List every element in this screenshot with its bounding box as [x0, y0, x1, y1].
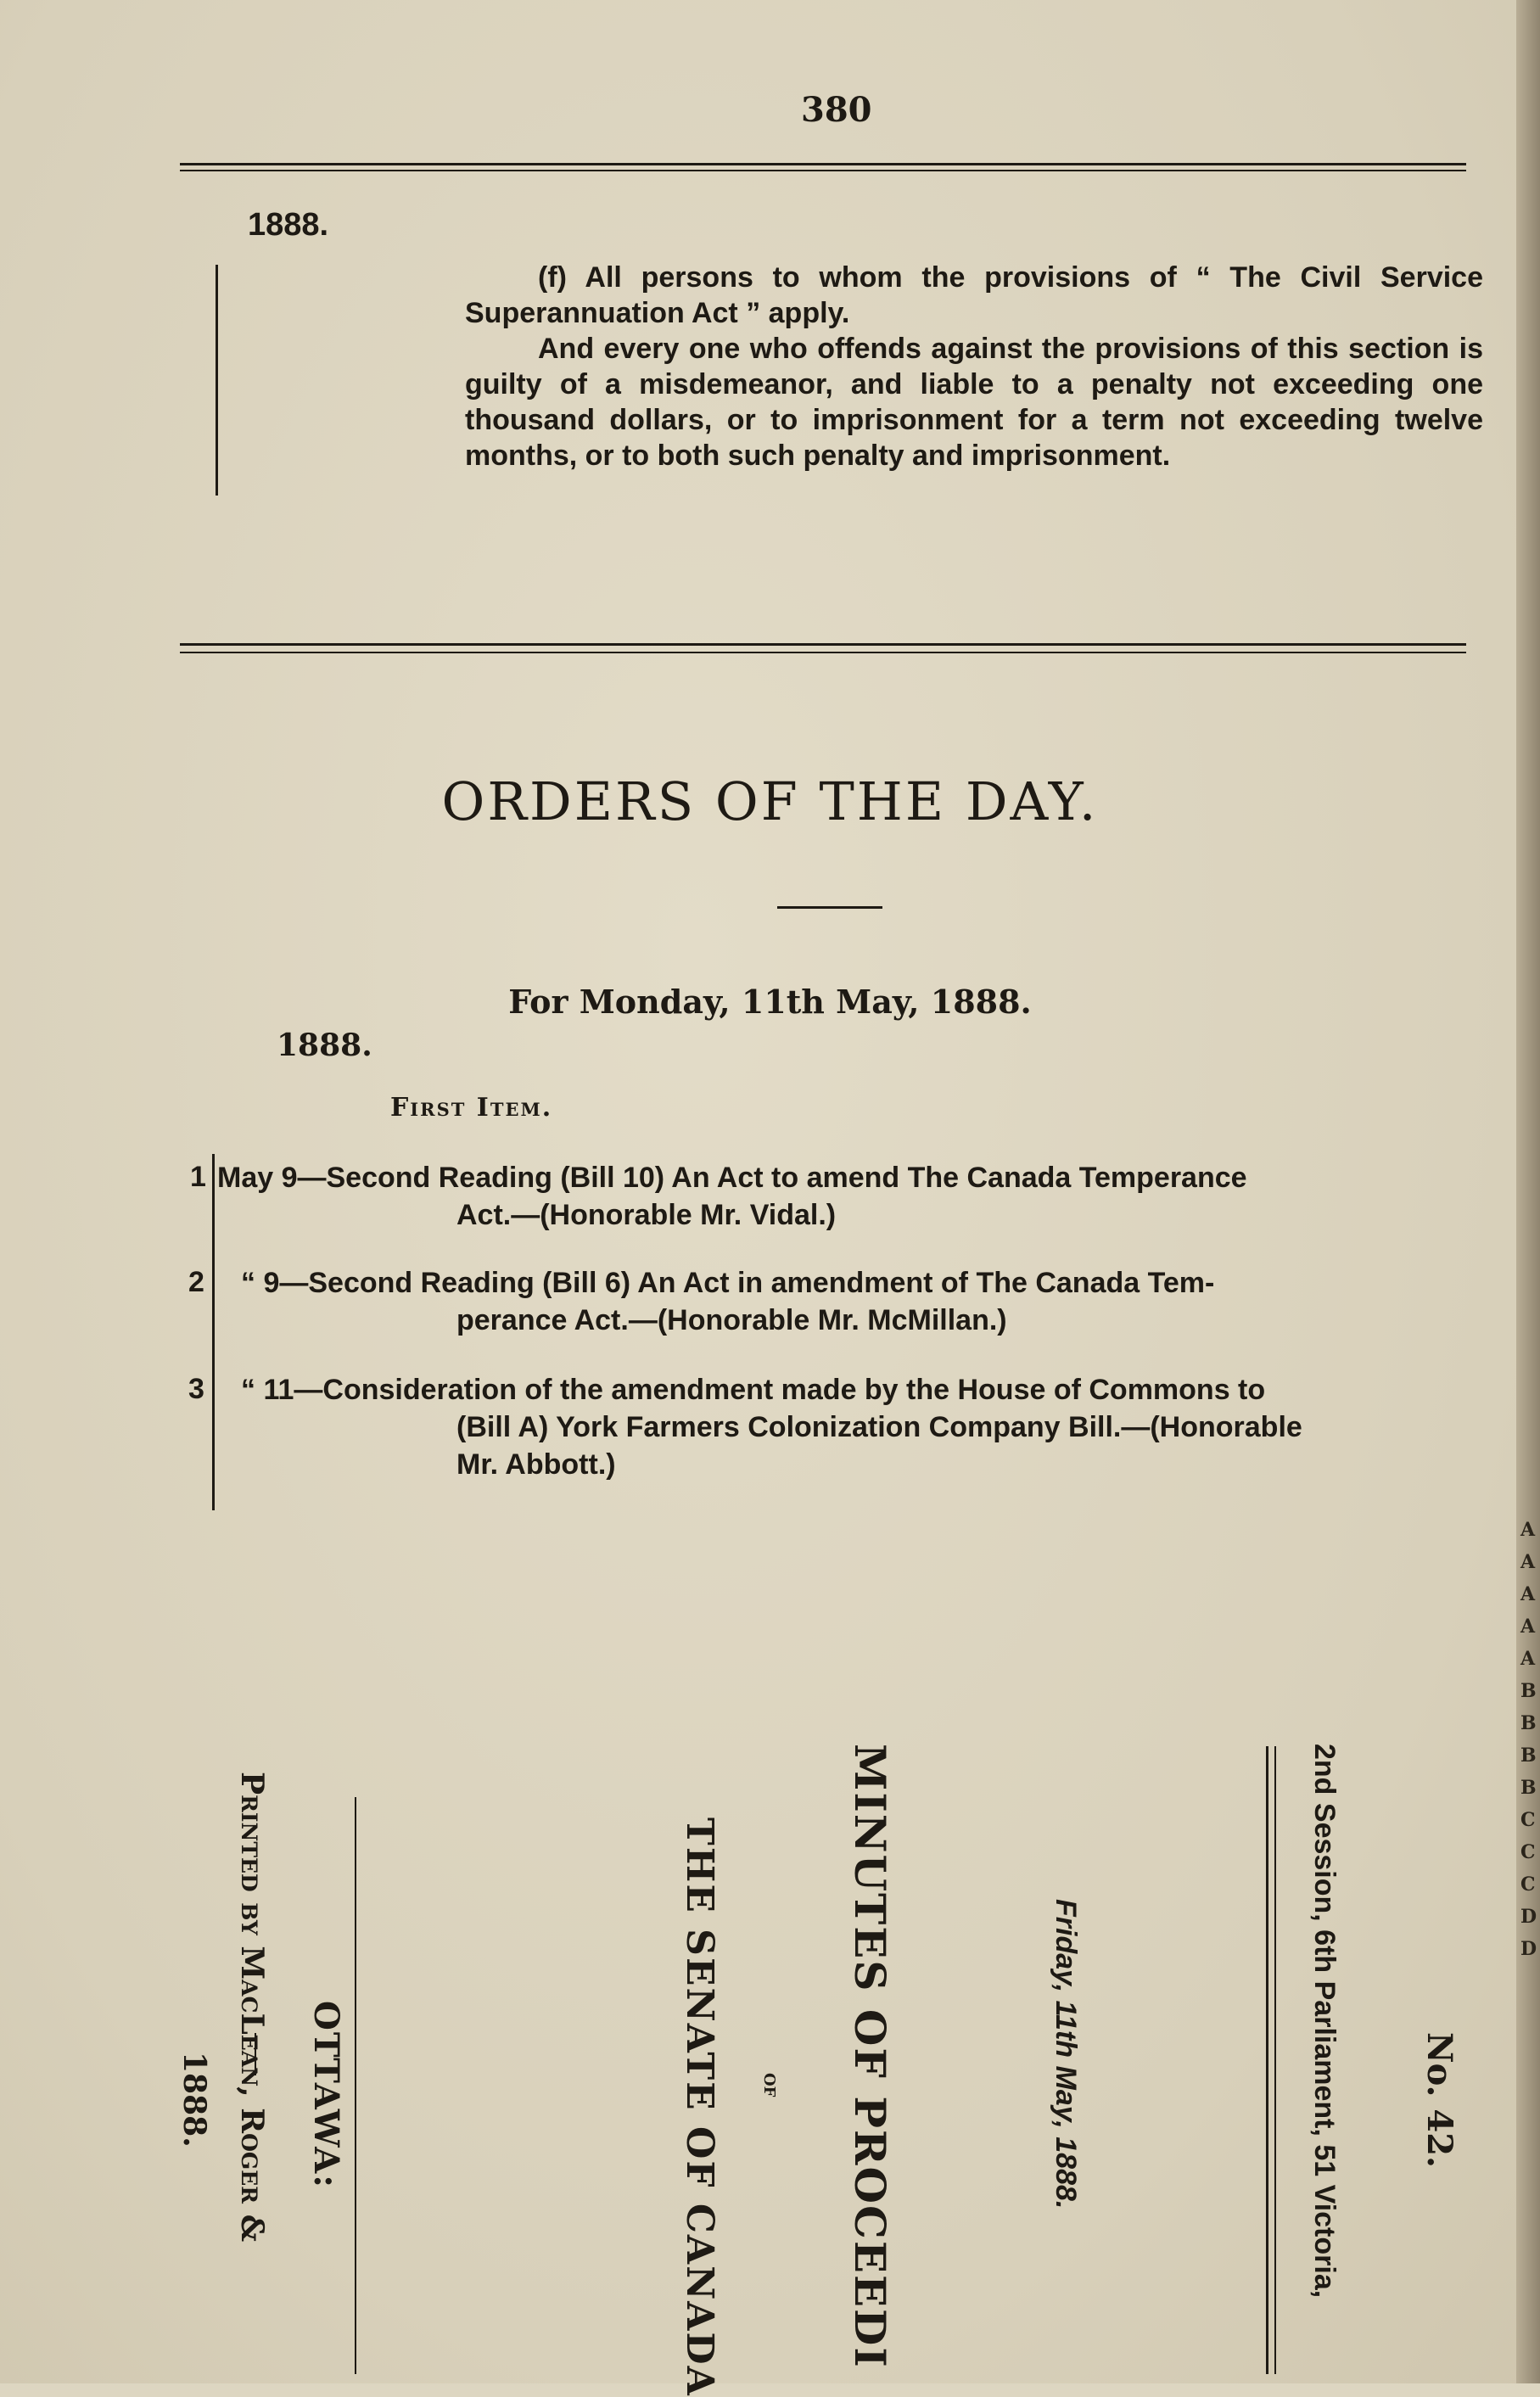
- spine-letter: B: [1520, 1777, 1537, 1799]
- cover-city: OTTAWA:: [306, 2001, 346, 2189]
- cover-title-line1: MINUTES OF PROCEEDI: [845, 1744, 895, 2369]
- spine-letter: A: [1520, 1519, 1536, 1541]
- first-item-label: First Item.: [390, 1093, 553, 1123]
- spine-letter: D: [1520, 1906, 1537, 1928]
- item-line: Act.—(Honorable Mr. Vidal.): [456, 1199, 837, 1231]
- margin-bar-top: [216, 265, 218, 496]
- heading-underline: [777, 906, 882, 909]
- item-line: May 9—Second Reading (Bill 10) An Act to amend The Canada Temperance: [217, 1162, 1247, 1194]
- cover-rule: [1266, 1746, 1268, 2374]
- spine-letter: C: [1520, 1841, 1536, 1863]
- section-rule: [180, 643, 1466, 646]
- spine-letter: C: [1520, 1873, 1536, 1896]
- section-rule-thin: [180, 652, 1466, 653]
- cover-rule-left: [355, 1797, 356, 2374]
- spine-letter: A: [1520, 1616, 1536, 1638]
- item-line: perance Act.—(Honorable Mr. McMillan.): [456, 1304, 1007, 1336]
- spine-letter: C: [1520, 1809, 1536, 1831]
- item-number: 2: [188, 1266, 204, 1298]
- adjacent-page-edge: [1516, 0, 1540, 2383]
- spine-letter: B: [1520, 1712, 1537, 1734]
- spine-letter: B: [1520, 1745, 1537, 1767]
- margin-bar-items: [212, 1154, 215, 1510]
- cover-number: No. 42.: [1420, 2032, 1459, 2168]
- spine-letters: [1520, 1519, 1539, 1970]
- item-line: “ 9—Second Reading (Bill 6) An Act in amendment of The Canada Tem-: [241, 1267, 1215, 1299]
- top-rule: [180, 163, 1466, 165]
- item-line: (Bill A) York Farmers Colonization Company Bill.—(Honorable: [456, 1411, 1302, 1443]
- page-number: 380: [801, 90, 872, 130]
- paragraph-f: (f) All persons to whom the provisions of “ The Civil Service Superannuation Act ” apply.: [465, 261, 1483, 329]
- cover-of: of: [759, 2073, 784, 2097]
- cover-dash: [255, 2033, 256, 2075]
- top-year: 1888.: [248, 207, 329, 243]
- orders-subheading: For Monday, 11th May, 1888.: [508, 983, 1032, 1021]
- spine-letter: A: [1520, 1583, 1536, 1605]
- cover-printer: Printed by MacLean, Roger &: [234, 1772, 270, 2243]
- spine-letter: A: [1520, 1551, 1536, 1573]
- item-line: “ 11—Consideration of the amendment made by the House of Commons to: [241, 1374, 1266, 1406]
- top-rule-thin: [180, 170, 1466, 171]
- cover-year: 1888.: [176, 2052, 212, 2148]
- item-number: 3: [188, 1373, 204, 1405]
- spine-letter: D: [1520, 1938, 1537, 1960]
- spine-letter: B: [1520, 1680, 1537, 1702]
- paragraph-penalty: And every one who offends against the provisions of this section is guilty of a misdemeanor, and liable to a penalty not exceeding one thousand dollars, or to imprisonment for a term not exceeding twelve months, or to both such penalty and imprisonment.: [465, 333, 1483, 472]
- cover-title-line2: THE SENATE OF CANADA: [678, 1817, 721, 2397]
- cover-session: 2nd Session, 6th Parliament, 51 Victoria,: [1308, 1744, 1341, 2299]
- orders-heading: ORDERS OF THE DAY.: [441, 770, 1099, 832]
- cover-rule-thin: [1274, 1746, 1276, 2374]
- orders-year: 1888.: [277, 1028, 372, 1063]
- cover-date: Friday, 11th May, 1888.: [1050, 1899, 1082, 2209]
- spine-letter: A: [1520, 1648, 1536, 1670]
- item-number: 1: [190, 1161, 206, 1193]
- item-line: Mr. Abbott.): [456, 1448, 616, 1481]
